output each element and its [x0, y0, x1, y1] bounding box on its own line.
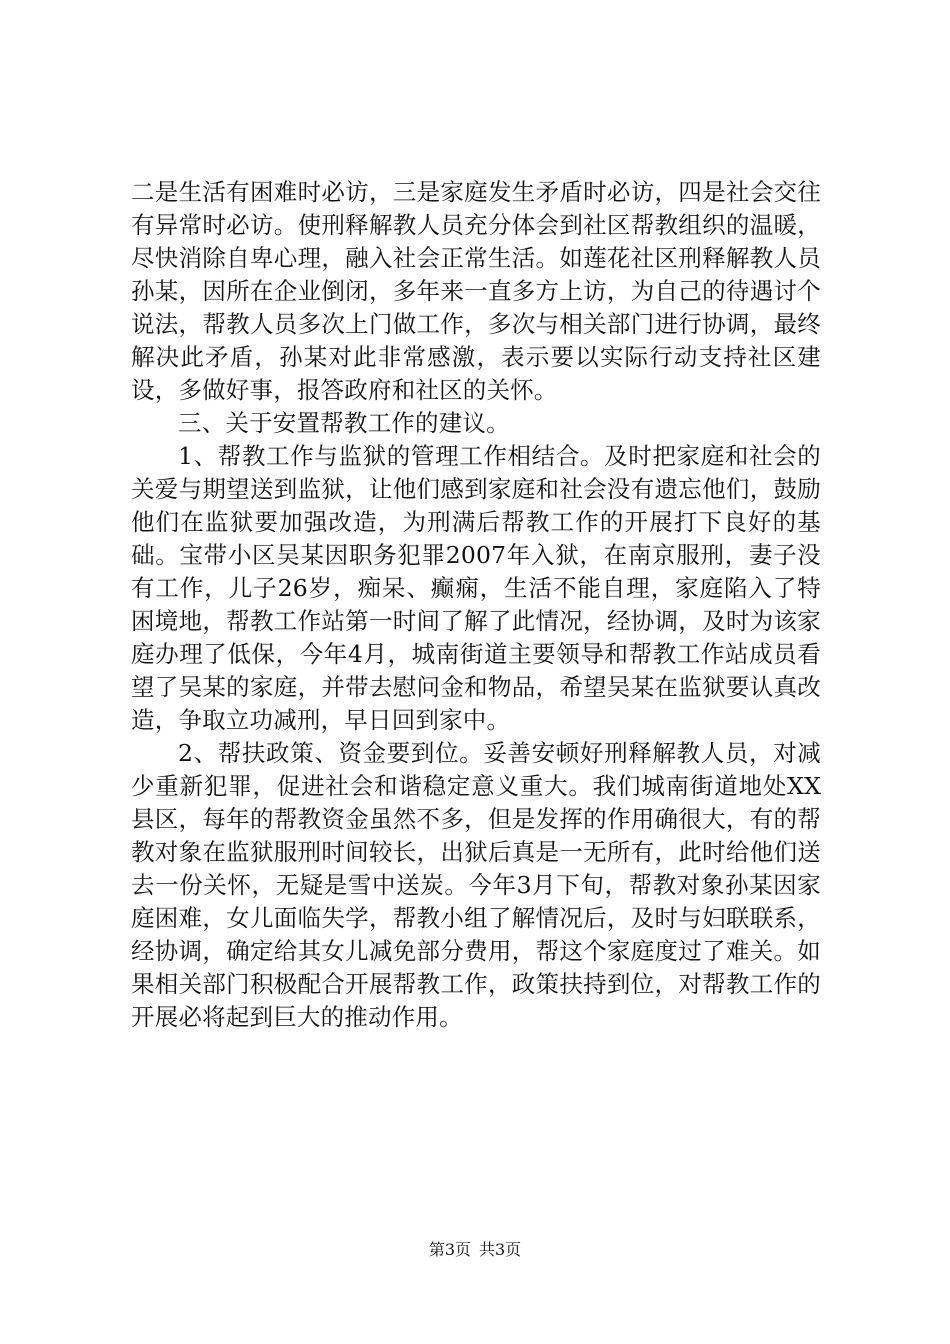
page-number-total: 共3页	[479, 1240, 522, 1259]
paragraph-suggestion-2: 2、帮扶政策、资金要到位。妥善安顿好刑释解教人员，对减少重新犯罪，促进社会和谐稳定意义重大。我们城南街道地处XX县区，每年的帮教资金虽然不多，但是发挥的作用确很大，有的帮教对象在监狱服刑时间较长，出狱后真是一无所有，此时给他们送去一份关怀，无疑是雪中送炭。今年3月下旬，帮教对象孙某因家庭困难，女儿面临失学，帮教小组了解情况后，及时与妇联联系，经协调，确定给其女儿减免部分费用，帮这个家庭度过了难关。如果相关部门积极配合开展帮教工作，政策扶持到位，对帮教工作的开展必将起到巨大的推动作用。	[131, 739, 821, 1031]
paragraph-section-heading: 三、关于安置帮教工作的建议。	[178, 409, 510, 437]
paragraph-suggestion-1: 1、帮教工作与监狱的管理工作相结合。及时把家庭和社会的关爱与期望送到监狱，让他们感到家庭和社会没有遗忘他们，鼓励他们在监狱要加强改造，为刑满后帮教工作的开展打下良好的基础。宝带小区吴某因职务犯罪2007年入狱，在南京服刑，妻子没有工作，儿子26岁，痴呆、癫痫，生活不能自理，家庭陷入了特困境地，帮教工作站第一时间了解了此情况，经协调，及时为该家庭办理了低保，今年4月，城南街道主要领导和帮教工作站成员看望了吴某的家庭，并带去慰问金和物品，希望吴某在监狱要认真改造，争取立功减刑，早日回到家中。	[131, 442, 821, 734]
document-body	[131, 176, 821, 1034]
paragraph-continuation: 二是生活有困难时必访，三是家庭发生矛盾时必访，四是社会交往有异常时必访。使刑释解教人员充分体会到社区帮教组织的温暖，尽快消除自卑心理，融入社会正常生活。如莲花社区刑释解教人员孙某，因所在企业倒闭，多年来一直多方上访，为自己的待遇讨个说法，帮教人员多次上门做工作，多次与相关部门进行协调，最终解决此矛盾，孙某对此非常感激，表示要以实际行动支持社区建设，多做好事，报答政府和社区的关怀。	[131, 178, 821, 404]
page-footer	[0, 1240, 950, 1260]
page-number-current: 第3页	[428, 1240, 471, 1259]
